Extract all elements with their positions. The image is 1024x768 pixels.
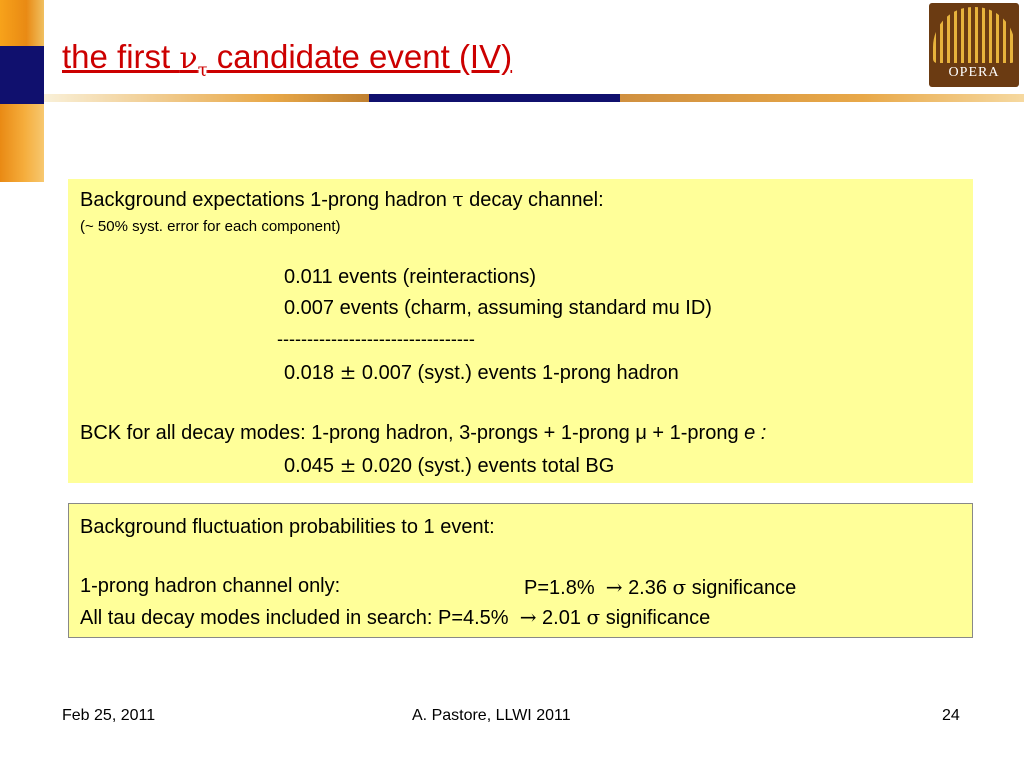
plus-minus-symbol: ± bbox=[339, 453, 357, 477]
total-bg-line: 0.045 ± 0.020 (syst.) events total BG bbox=[284, 453, 615, 477]
fluctuation-probabilities-box bbox=[68, 503, 973, 638]
header-bar-left bbox=[44, 94, 369, 102]
decor-block-navy bbox=[0, 46, 44, 104]
sigma-symbol: σ bbox=[586, 605, 601, 629]
electron-label: e : bbox=[744, 422, 767, 444]
arrow-right-icon: → bbox=[605, 575, 623, 599]
background-expectations-box bbox=[68, 179, 973, 483]
arrow-right-icon: → bbox=[519, 605, 537, 629]
tau-subscript: τ bbox=[197, 59, 208, 81]
decor-block-bottom bbox=[0, 104, 44, 182]
dashed-separator: --------------------------------- bbox=[277, 329, 475, 349]
fluctuation-heading: Background fluctuation probabilities to 1 event: bbox=[80, 516, 495, 538]
one-prong-significance: P=1.8% → 2.36 σ significance bbox=[524, 575, 797, 599]
bg-expectations-heading: Background expectations 1-prong hadron τ decay channel: bbox=[80, 187, 604, 211]
nu-symbol: ν bbox=[179, 41, 198, 76]
all-tau-modes-significance: All tau decay modes included in search: P=4.5% → 2.01 σ significance bbox=[80, 605, 711, 629]
slide-title: the first $\nu_\tau$ candidate event (IV) bbox=[62, 38, 513, 81]
charm-line: 0.007 events (charm, assuming standard mu ID) bbox=[284, 297, 712, 319]
plus-minus-symbol: ± bbox=[339, 360, 357, 384]
footer-page-number: 24 bbox=[942, 707, 960, 724]
reinteractions-line: 0.011 events (reinteractions) bbox=[284, 266, 536, 288]
bck-all-modes-line: BCK for all decay modes: 1-prong hadron, 3-prongs + 1-prong μ + 1-prong e : bbox=[80, 422, 767, 444]
footer-date: Feb 25, 2011 bbox=[62, 707, 156, 724]
header-bar-middle bbox=[369, 94, 620, 102]
decor-block-top bbox=[0, 0, 44, 46]
tau-symbol: τ bbox=[452, 187, 464, 211]
sigma-symbol: σ bbox=[672, 575, 687, 599]
theatre-arches-graphic bbox=[933, 7, 1015, 63]
footer-author: A. Pastore, LLWI 2011 bbox=[412, 707, 571, 724]
one-prong-total-line: 0.018 ± 0.007 (syst.) events 1-prong hadron bbox=[284, 360, 679, 384]
syst-error-note: (~ 50% syst. error for each component) bbox=[80, 218, 341, 235]
header-bar-right bbox=[620, 94, 1024, 102]
opera-logo bbox=[929, 3, 1019, 87]
one-prong-channel-label: 1-prong hadron channel only: bbox=[80, 575, 341, 597]
logo-text: OPERA bbox=[948, 65, 1000, 80]
